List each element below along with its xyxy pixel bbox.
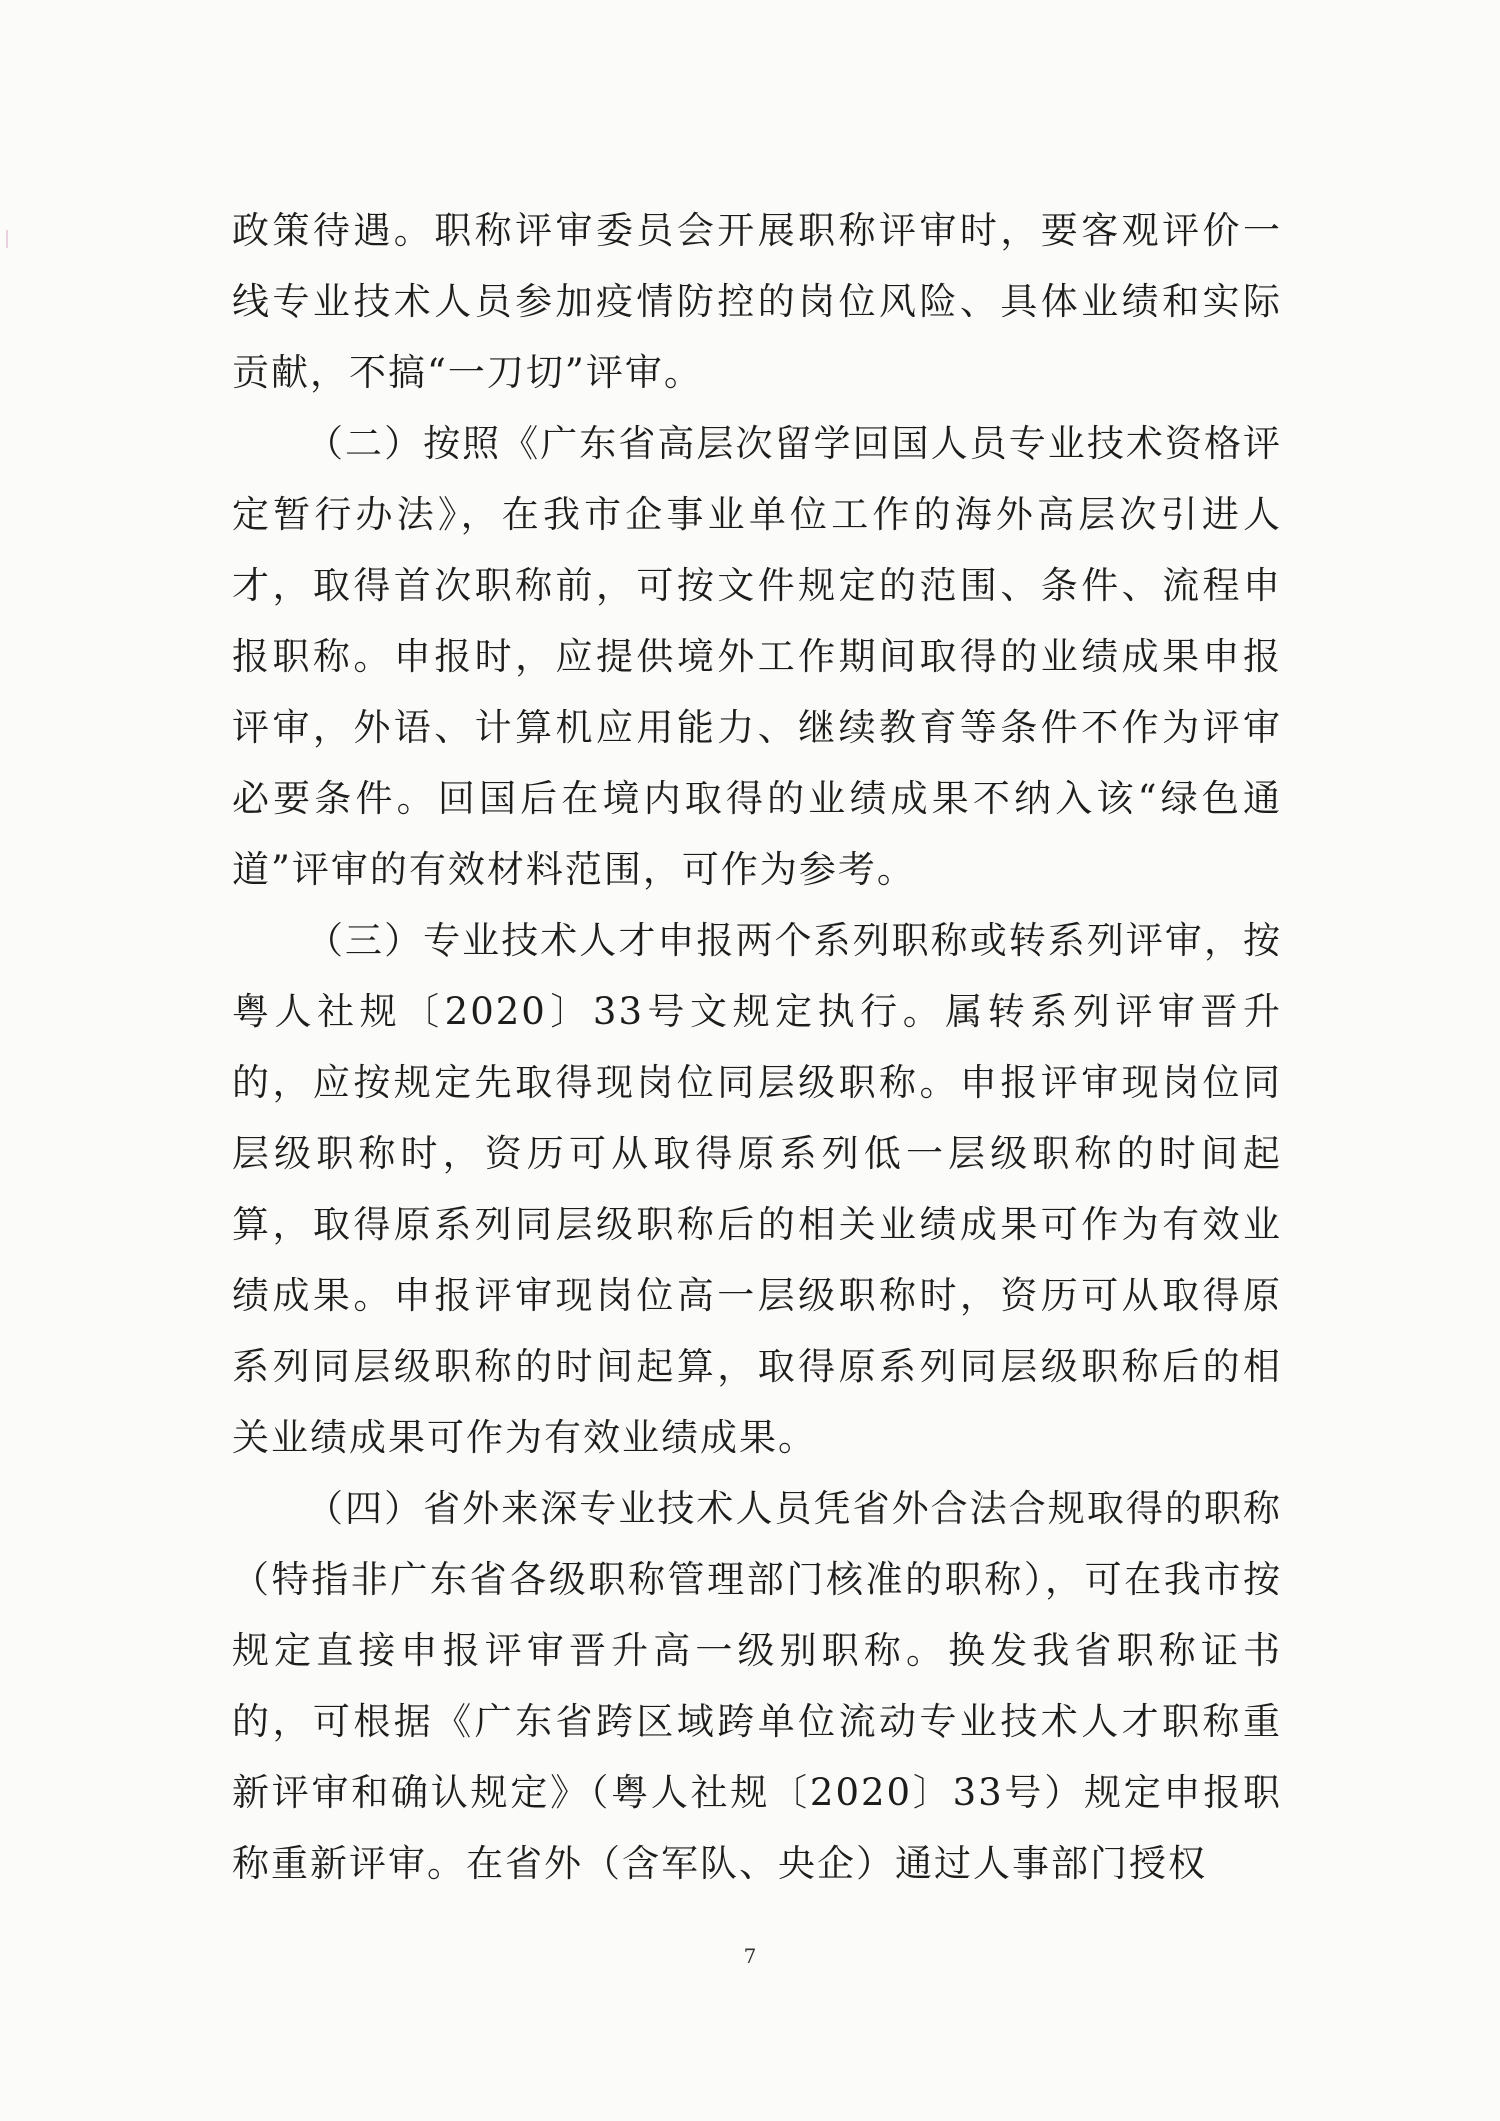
paragraph-item-4: （四）省外来深专业技术人员凭省外合法合规取得的职称（特指非广东省各级职称管理部门核准的职称），可在我市按规定直接申报评审晋升高一级别职称。换发我省职称证书的，可根据《广东省跨区域跨单位流动专业技术人才职称重新评审和确认规定》（粤人社规〔2020〕33号）规定申报职称重新评审。在省外（含军队、央企）通过人事部门授权: [232, 1487, 1282, 1885]
paragraph-continuation: 政策待遇。职称评审委员会开展职称评审时，要客观评价一线专业技术人员参加疫情防控的岗位风险、具体业绩和实际贡献，不搞“一刀切”评审。: [232, 209, 1282, 394]
paragraph-item-3: （三）专业技术人才申报两个系列职称或转系列评审，按粤人社规〔2020〕33号文规定执行。属转系列评审晋升的，应按规定先取得现岗位同层级职称。申报评审现岗位同层级职称时，资历可从取得原系列低一层级职称的时间起算，取得原系列同层级职称后的相关业绩成果可作为有效业绩成果。申报评审现岗位高一层级职称时，资历可从取得原系列同层级职称的时间起算，取得原系列同层级职称后的相关业绩成果可作为有效业绩成果。: [232, 919, 1282, 1459]
paragraph-item-2: （二）按照《广东省高层次留学回国人员专业技术资格评定暂行办法》，在我市企事业单位工作的海外高层次引进人才，取得首次职称前，可按文件规定的范围、条件、流程申报职称。申报时，应提供境外工作期间取得的业绩成果申报评审，外语、计算机应用能力、继续教育等条件不作为评审必要条件。回国后在境内取得的业绩成果不纳入该“绿色通道”评审的有效材料范围，可作为参考。: [232, 422, 1282, 891]
body-text: [232, 195, 1282, 1899]
page-number: 7: [743, 1944, 757, 1968]
margin-mark: [6, 230, 8, 248]
